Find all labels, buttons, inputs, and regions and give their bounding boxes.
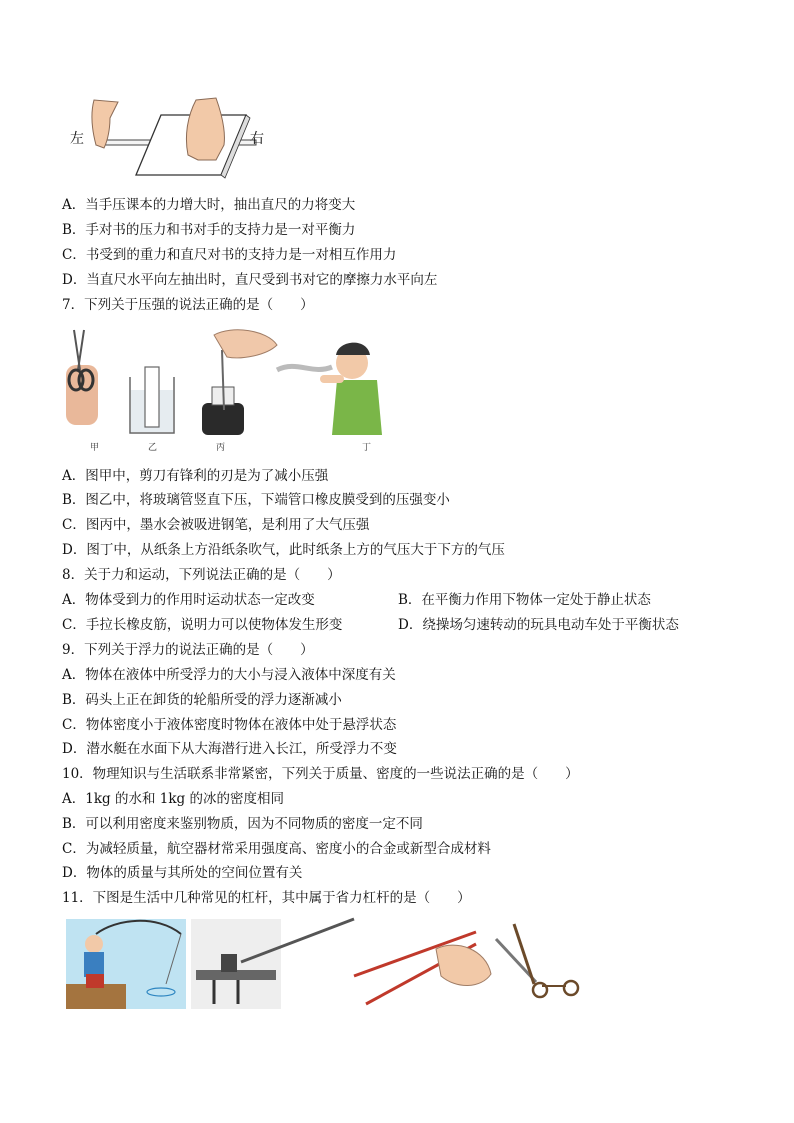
q7-option-c: C．图丙中，墨水会被吸进钢笔，是利用了大气压强 — [62, 517, 370, 533]
q9-option-c: C．物体密度小于液体密度时物体在液体中处于悬浮状态 — [62, 717, 397, 733]
q7-stem: 7．下列关于压强的说法正确的是（ ） — [62, 297, 314, 313]
right-label: 右 — [250, 131, 264, 147]
chopsticks-icon — [354, 932, 491, 1004]
q8-option-a: A．物体受到力的作用时运动状态一定改变 — [62, 592, 315, 608]
q7-option-b: B．图乙中，将玻璃管竖直下压，下端管口橡皮膜受到的压强变小 — [62, 492, 450, 508]
q11-stem: 11．下图是生活中几种常见的杠杆，其中属于省力杠杆的是（ ） — [62, 890, 471, 906]
q9-stem: 9．下列关于浮力的说法正确的是（ ） — [62, 642, 314, 658]
caption-yi: 乙 — [148, 443, 158, 453]
caption-bing: 丙 — [216, 443, 226, 453]
fishing-rod-icon — [66, 919, 186, 1009]
q6-option-c: C．书受到的重力和直尺对书的支持力是一对相互作用力 — [62, 247, 397, 263]
q10-option-c: C．为减轻质量，航空器材常采用强度高、密度小的合金或新型合成材料 — [62, 841, 491, 857]
q9-option-b: B．码头上正在卸货的轮船所受的浮力逐渐减小 — [62, 692, 342, 708]
q10-stem: 10．物理知识与生活联系非常紧密，下列关于质量、密度的一些说法正确的是（ ） — [62, 766, 579, 782]
left-label: 左 — [70, 131, 84, 147]
book-ruler-figure — [66, 90, 281, 180]
boy-blowing-icon — [277, 343, 382, 435]
q10-option-a: A．1kg 的水和 1kg 的冰的密度相同 — [62, 791, 284, 807]
q7-option-d: D．图丁中，从纸条上方沿纸条吹气，此时纸条上方的气压大于下方的气压 — [62, 542, 505, 558]
q7-option-a: A．图甲中，剪刀有锋利的刃是为了减小压强 — [62, 468, 329, 484]
levers-figure — [66, 914, 591, 1012]
caption-ding: 丁 — [362, 443, 372, 453]
q10-option-b: B．可以利用密度来鉴别物质，因为不同物质的密度一定不同 — [62, 816, 423, 832]
q9-option-a: A．物体在液体中所受浮力的大小与浸入液体中深度有关 — [62, 667, 396, 683]
q8-stem: 8．关于力和运动，下列说法正确的是（ ） — [62, 567, 341, 583]
q8-option-c: C．手拉长橡皮筋，说明力可以使物体发生形变 — [62, 617, 343, 633]
q10-option-d: D．物体的质量与其所处的空间位置有关 — [62, 865, 303, 881]
ink-bottle-icon — [202, 330, 277, 435]
pressure-figures — [62, 325, 392, 450]
q6-option-d: D．当直尺水平向左抽出时，直尺受到书对它的摩擦力水平向左 — [62, 272, 438, 288]
q8-option-d: D．绕操场匀速转动的玩具电动车处于平衡状态 — [398, 617, 679, 633]
q8-option-b: B．在平衡力作用下物体一定处于静止状态 — [398, 592, 651, 608]
pressing-hand-icon — [186, 98, 224, 160]
scissors-icon — [66, 330, 98, 425]
tailor-scissors-icon — [496, 924, 578, 997]
crowbar-icon — [191, 919, 354, 1009]
q9-option-d: D．潜水艇在水面下从大海潜行进入长江，所受浮力不变 — [62, 741, 397, 757]
caption-jia: 甲 — [90, 443, 100, 453]
q6-option-a: A．当手压课本的力增大时，抽出直尺的力将变大 — [62, 197, 356, 213]
beaker-tube-icon — [130, 367, 174, 433]
q6-option-b: B．手对书的压力和书对手的支持力是一对平衡力 — [62, 222, 356, 238]
